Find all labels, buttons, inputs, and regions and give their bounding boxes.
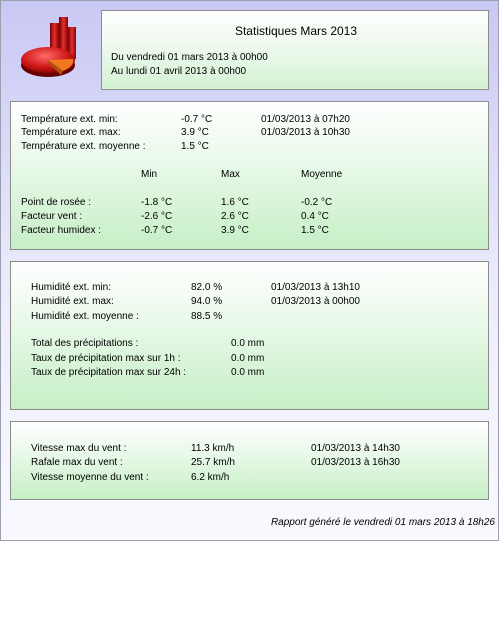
col-header-max: Max	[221, 169, 240, 180]
wind-max-label: Vitesse max du vent :	[31, 443, 127, 454]
header-panel	[101, 10, 489, 90]
temp-max-value: 3.9 °C	[181, 127, 209, 138]
period-start: Du vendredi 01 mars 2013 à 00h00	[111, 52, 268, 63]
hum-avg-label: Humidité ext. moyenne :	[31, 311, 139, 322]
temp-max-time: 01/03/2013 à 10h30	[261, 127, 350, 138]
humidex-label: Facteur humidex :	[21, 225, 102, 236]
windchill-label: Facteur vent :	[21, 211, 83, 222]
humidex-avg: 1.5 °C	[301, 225, 329, 236]
hum-min-label: Humidité ext. min:	[31, 282, 112, 293]
windchill-max: 2.6 °C	[221, 211, 249, 222]
col-header-min: Min	[141, 169, 158, 180]
pie-chart-icon	[15, 13, 85, 83]
rain-rate-24h-value: 0.0 mm	[231, 367, 265, 378]
dewpoint-label: Point de rosée :	[21, 197, 92, 208]
hum-min-time: 01/03/2013 à 13h10	[271, 282, 360, 293]
wind-panel	[10, 421, 489, 500]
temperature-panel	[10, 101, 489, 250]
temp-avg-label: Température ext. moyenne :	[21, 141, 146, 152]
temp-min-value: -0.7 °C	[181, 114, 213, 125]
period-end: Au lundi 01 avril 2013 à 00h00	[111, 66, 247, 77]
humidex-max: 3.9 °C	[221, 225, 249, 236]
gust-max-value: 25.7 km/h	[191, 457, 235, 468]
rain-rate-1h-label: Taux de précipitation max sur 1h :	[31, 353, 181, 364]
temp-min-label: Température ext. min:	[21, 114, 118, 125]
gust-max-time: 01/03/2013 à 16h30	[311, 457, 400, 468]
col-header-avg: Moyenne	[301, 169, 343, 180]
page-title: Statistiques Mars 2013	[234, 24, 358, 38]
windchill-min: -2.6 °C	[141, 211, 173, 222]
wind-avg-label: Vitesse moyenne du vent :	[31, 472, 149, 483]
report-footer: Rapport généré le vendredi 01 mars 2013 à 18h26	[270, 517, 495, 528]
hum-max-time: 01/03/2013 à 00h00	[271, 296, 360, 307]
temp-max-label: Température ext. max:	[21, 127, 121, 138]
humidity-panel	[10, 261, 489, 410]
dewpoint-avg: -0.2 °C	[301, 197, 333, 208]
dewpoint-min: -1.8 °C	[141, 197, 173, 208]
dewpoint-max: 1.6 °C	[221, 197, 249, 208]
rain-total-value: 0.0 mm	[231, 338, 265, 349]
rain-rate-24h-label: Taux de précipitation max sur 24h :	[31, 367, 187, 378]
temp-min-time: 01/03/2013 à 07h20	[261, 114, 350, 125]
rain-rate-1h-value: 0.0 mm	[231, 353, 265, 364]
hum-max-label: Humidité ext. max:	[31, 296, 114, 307]
wind-max-time: 01/03/2013 à 14h30	[311, 443, 400, 454]
wind-max-value: 11.3 km/h	[191, 443, 235, 454]
hum-max-value: 94.0 %	[191, 296, 223, 307]
temp-avg-value: 1.5 °C	[181, 141, 209, 152]
wind-avg-value: 6.2 km/h	[191, 472, 230, 483]
gust-max-label: Rafale max du vent :	[31, 457, 123, 468]
rain-total-label: Total des précipitations :	[31, 338, 139, 349]
windchill-avg: 0.4 °C	[301, 211, 329, 222]
hum-min-value: 82.0 %	[191, 282, 223, 293]
humidex-min: -0.7 °C	[141, 225, 173, 236]
hum-avg-value: 88.5 %	[191, 311, 223, 322]
